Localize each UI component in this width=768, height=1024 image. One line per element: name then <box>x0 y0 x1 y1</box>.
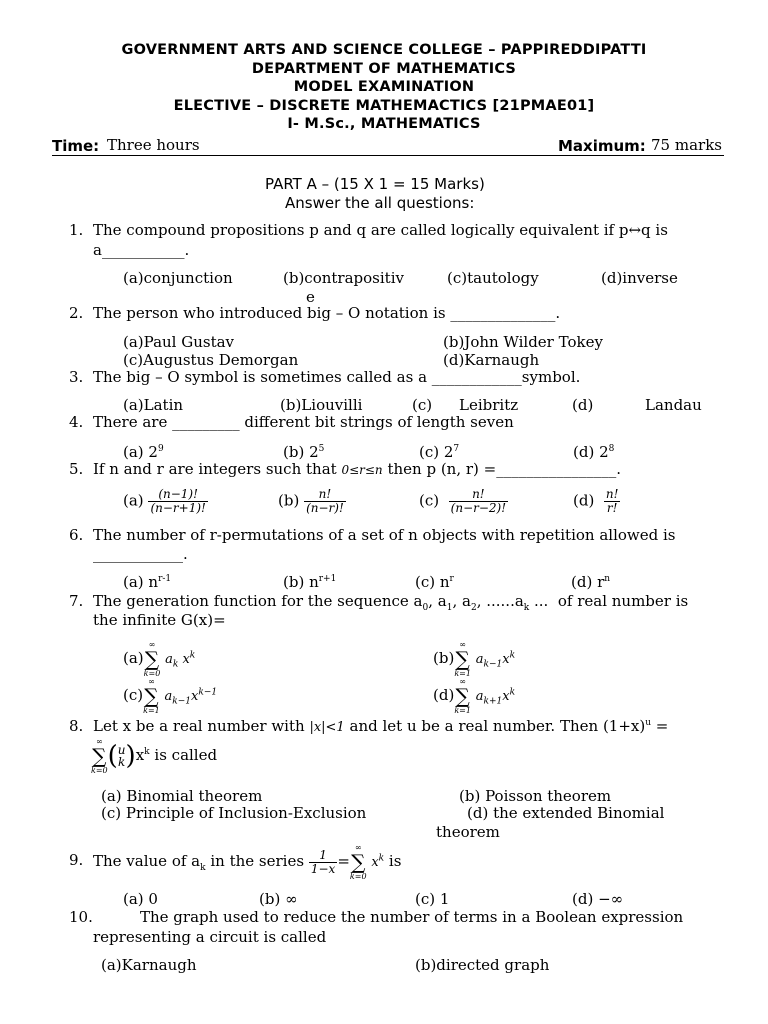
question-text: The person who introduced big – O notation is ______________. <box>93 304 561 322</box>
time-label: Time: <box>52 137 100 155</box>
option-d: (d) ∞ ∑ k=1 $a_{k+1}x^k$ <box>433 677 516 715</box>
exam-name: MODEL EXAMINATION <box>293 79 475 95</box>
question-text: The generation function for the sequence $a_0$, $a_1$, $a_2$, $......a_k$ ... of real number is <box>93 592 689 613</box>
class-name: I- M.Sc., MATHEMATICS <box>287 116 481 132</box>
option-c: (c) ∞ ∑ k=1 $a_{k-1}x^{k-1}$ <box>123 677 218 715</box>
option-b: (b) ∞ ∑ k=1 $a_{k-1}x^k$ <box>433 640 516 678</box>
question-text: If n and r are integers such that 0≤r≤n then p (n, r) =________________. <box>93 460 621 478</box>
question-number: 7. <box>69 592 84 610</box>
option-a: (a) $\frac{(n-1)!}{(n-r+1)!}$ <box>123 487 206 515</box>
option-c: (c)tautology <box>447 269 539 287</box>
question-text: The value of $a_k$ in the series $\frac{1}{1-x}$ = ∞ ∑ k=0 $x^k$ is <box>93 843 402 881</box>
question-number: 8. <box>69 717 84 735</box>
option-b: (b)directed graph <box>415 956 550 974</box>
question-text: The number of r-permutations of a set of n objects with repetition allowed is <box>93 526 676 544</box>
question-number: 10. <box>69 908 93 926</box>
time-value: Three hours <box>107 136 200 154</box>
option-c: (c) $n^r$ <box>415 573 454 591</box>
question-text-cont: the infinite G(x)= <box>93 611 226 629</box>
option-a: (a) ∞ ∑ k=0 $a_k$ $x^k$ <box>123 640 196 678</box>
condition-math: 0≤r≤n <box>341 463 383 477</box>
option-b-cont: e <box>306 288 315 306</box>
question-text: There are _________ different bit strings of length seven <box>93 413 514 431</box>
option-d: (d) $r^n$ <box>571 573 611 591</box>
question-number: 6. <box>69 526 84 544</box>
option-b: (b)contrapositiv <box>283 269 404 287</box>
question-text-cont: ____________. <box>93 545 188 563</box>
option-a: (a) 0 <box>123 890 158 908</box>
question-number: 9. <box>69 851 84 869</box>
option-a: (a)Karnaugh <box>101 956 197 974</box>
question-number: 5. <box>69 460 84 478</box>
option-b: (b) ∞ <box>259 890 298 908</box>
part-instruction: Answer the all questions: <box>285 194 475 212</box>
max-label: Maximum: <box>558 137 646 155</box>
series-expression: ∞ ∑ k=0 ( u k )$x^k$ is called <box>91 737 218 775</box>
option-b: (b) $\frac{n!}{(n-r)!}$ <box>278 487 344 515</box>
option-c: (c) $2^7$ <box>419 443 460 461</box>
question-number: 4. <box>69 413 84 431</box>
question-number: 3. <box>69 368 84 386</box>
college-name: GOVERNMENT ARTS AND SCIENCE COLLEGE – PAPPIREDDIPATTI <box>121 42 647 58</box>
question-text: The graph used to reduce the number of terms in a Boolean expression <box>140 908 684 926</box>
option-a: (a) Binomial theorem <box>101 787 263 805</box>
option-b: (b)Liouvilli <box>280 396 363 414</box>
course-title: ELECTIVE – DISCRETE MATHEMACTICS [21PMAE01] <box>173 98 595 114</box>
option-a: (a) $2^9$ <box>123 443 164 461</box>
question-text: Let x be a real number with |x|<1 and let u be a real number. Then $(1+x)^u$ = <box>93 717 669 735</box>
question-text-cont: representing a circuit is called <box>93 928 327 946</box>
department-name: DEPARTMENT OF MATHEMATICS <box>251 61 517 77</box>
option-b: (b) Poisson theorem <box>459 787 612 805</box>
option-d: (d) −∞ <box>572 890 624 908</box>
option-c: (c)Augustus Demorgan <box>123 351 299 369</box>
option-c: (c) $\frac{n!}{(n-r-2)!}$ <box>419 487 507 515</box>
option-c: Leibritz <box>459 396 519 414</box>
question-text: The big – O symbol is sometimes called as a ____________symbol. <box>93 368 581 386</box>
part-title: PART A – (15 X 1 = 15 Marks) <box>265 175 485 193</box>
question-number: 2. <box>69 304 84 322</box>
option-d-label: (d) <box>572 396 594 414</box>
option-c-label: (c) <box>412 396 433 414</box>
header-rule <box>52 155 724 156</box>
question-number: 1. <box>69 221 84 239</box>
option-a: (a)conjunction <box>123 269 233 287</box>
option-a: (a)Latin <box>123 396 184 414</box>
max-value: 75 marks <box>651 136 722 154</box>
option-b: (b) $2^5$ <box>283 443 325 461</box>
option-d: (d) $\frac{n!}{r!}$ <box>573 487 619 515</box>
option-c: (c) Principle of Inclusion-Exclusion <box>101 804 367 822</box>
option-b: (b) $n^{r+1}$ <box>283 573 337 591</box>
question-text: The compound propositions p and q are called logically equivalent if p↔q is <box>93 221 668 239</box>
option-a: (a) $n^{r-1}$ <box>123 573 172 591</box>
option-d: (d) $2^8$ <box>573 443 615 461</box>
option-d-cont: theorem <box>436 823 500 841</box>
option-d: (d) the extended Binomial <box>467 804 665 822</box>
question-text-cont: a___________. <box>93 241 190 259</box>
option-a: (a)Paul Gustav <box>123 333 235 351</box>
option-d: (d)inverse <box>601 269 678 287</box>
option-c: (c) 1 <box>415 890 450 908</box>
abs-math: |x|<1 <box>309 720 345 735</box>
option-d: (d)Karnaugh <box>443 351 540 369</box>
option-b: (b)John Wilder Tokey <box>443 333 603 351</box>
option-d: Landau <box>645 396 702 414</box>
